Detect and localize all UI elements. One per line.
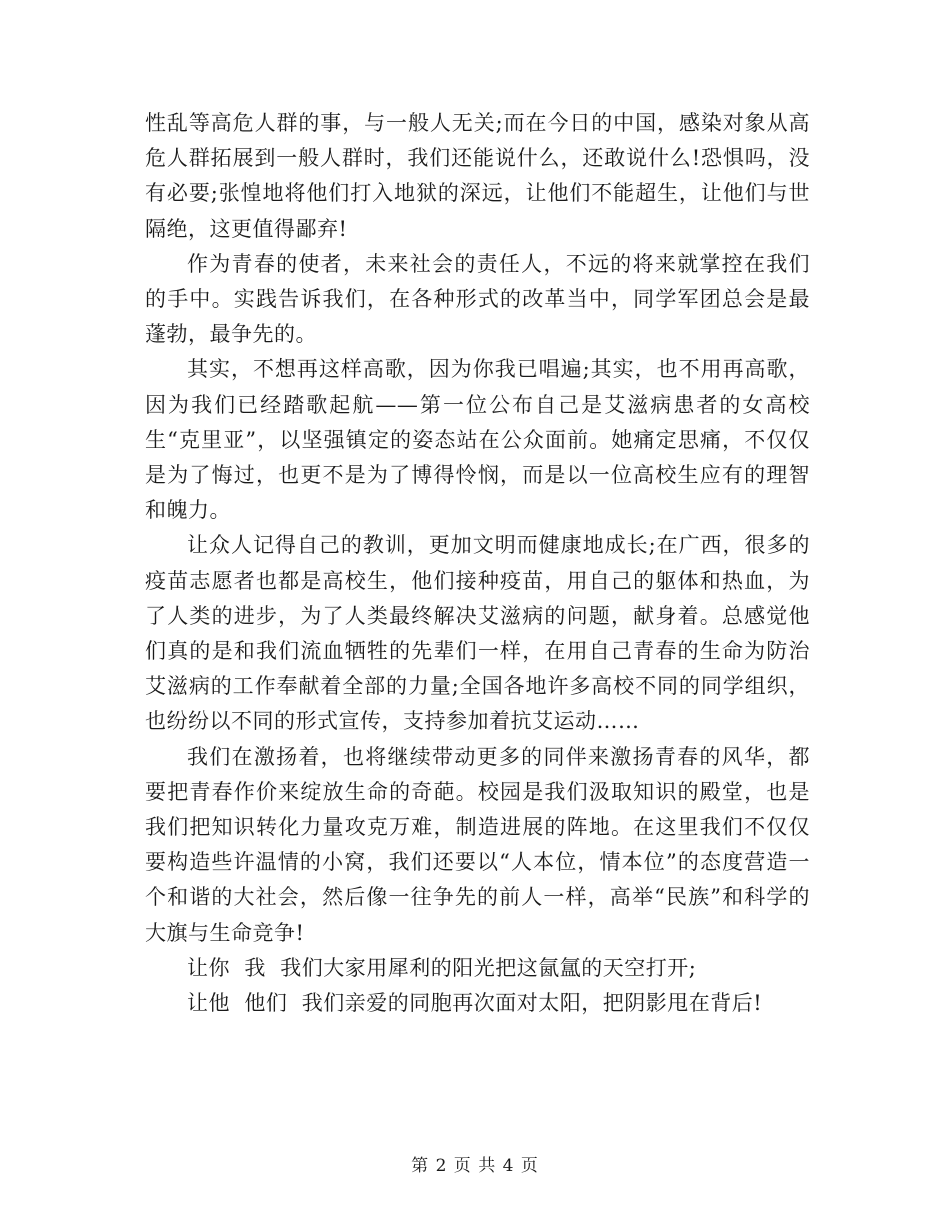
paragraph-4: 让众人记得自己的教训，更加文明而健康地成长;在广西，很多的疫苗志愿者也都是高校生，他们接种疫苗，用自己的躯体和热血，为了人类的进步，为了人类最终解决艾滋病的问题，献身着。总感觉他们真的是和我们流血牺牲的先辈们一样，在用自己青春的生命为防治艾滋病的工作奉献着全部的力量;全国各地许多高校不同的同学组织，也纷纷以不同的形式宣传，支持参加着抗艾运动……	[145, 533, 810, 734]
paragraph-5: 我们在激扬着，也将继续带动更多的同伴来激扬青春的风华，都要把青春作价来绽放生命的奇葩。校园是我们汲取知识的殿堂，也是我们把知识转化力量攻克万难，制造进展的阵地。在这里我们不仅仅要构造些许温情的小窝，我们还要以“人本位，情本位”的态度营造一个和谐的大社会，然后像一往争先的前人一样，高举“民族”和科学的大旗与生命竞争!	[145, 744, 810, 945]
paragraph-1: 性乱等高危人群的事，与一般人无关;而在今日的中国，感染对象从高危人群拓展到一般人群时，我们还能说什么，还敢说什么!恐惧吗，没有必要;张惶地将他们打入地狱的深远，让他们不能超生，让他们与世隔绝，这更值得鄙弃!	[145, 111, 810, 241]
page-number-footer: 第 2 页 共 4 页	[411, 1156, 539, 1176]
paragraph-3: 其实，不想再这样高歌，因为你我已唱遍;其实，也不用再高歌，因为我们已经踏歌起航——第一位公布自己是艾滋病患者的女高校生“克里亚”，以坚强镇定的姿态站在公众面前。她痛定思痛，不仅仅是为了悔过，也更不是为了博得怜悯，而是以一位高校生应有的理智和魄力。	[145, 357, 810, 523]
paragraph-2: 作为青春的使者，未来社会的责任人，不远的将来就掌控在我们的手中。实践告诉我们，在各种形式的改革当中，同学军团总会是最蓬勃，最争先的。	[145, 251, 810, 347]
poem-line-1: 让你 我 我们大家用犀利的阳光把这氤氲的天空打开;	[187, 955, 697, 980]
document-body	[145, 106, 810, 1021]
poem-line-2: 让他 他们 我们亲爱的同胞再次面对太阳，把阴影甩在背后!	[187, 991, 763, 1016]
